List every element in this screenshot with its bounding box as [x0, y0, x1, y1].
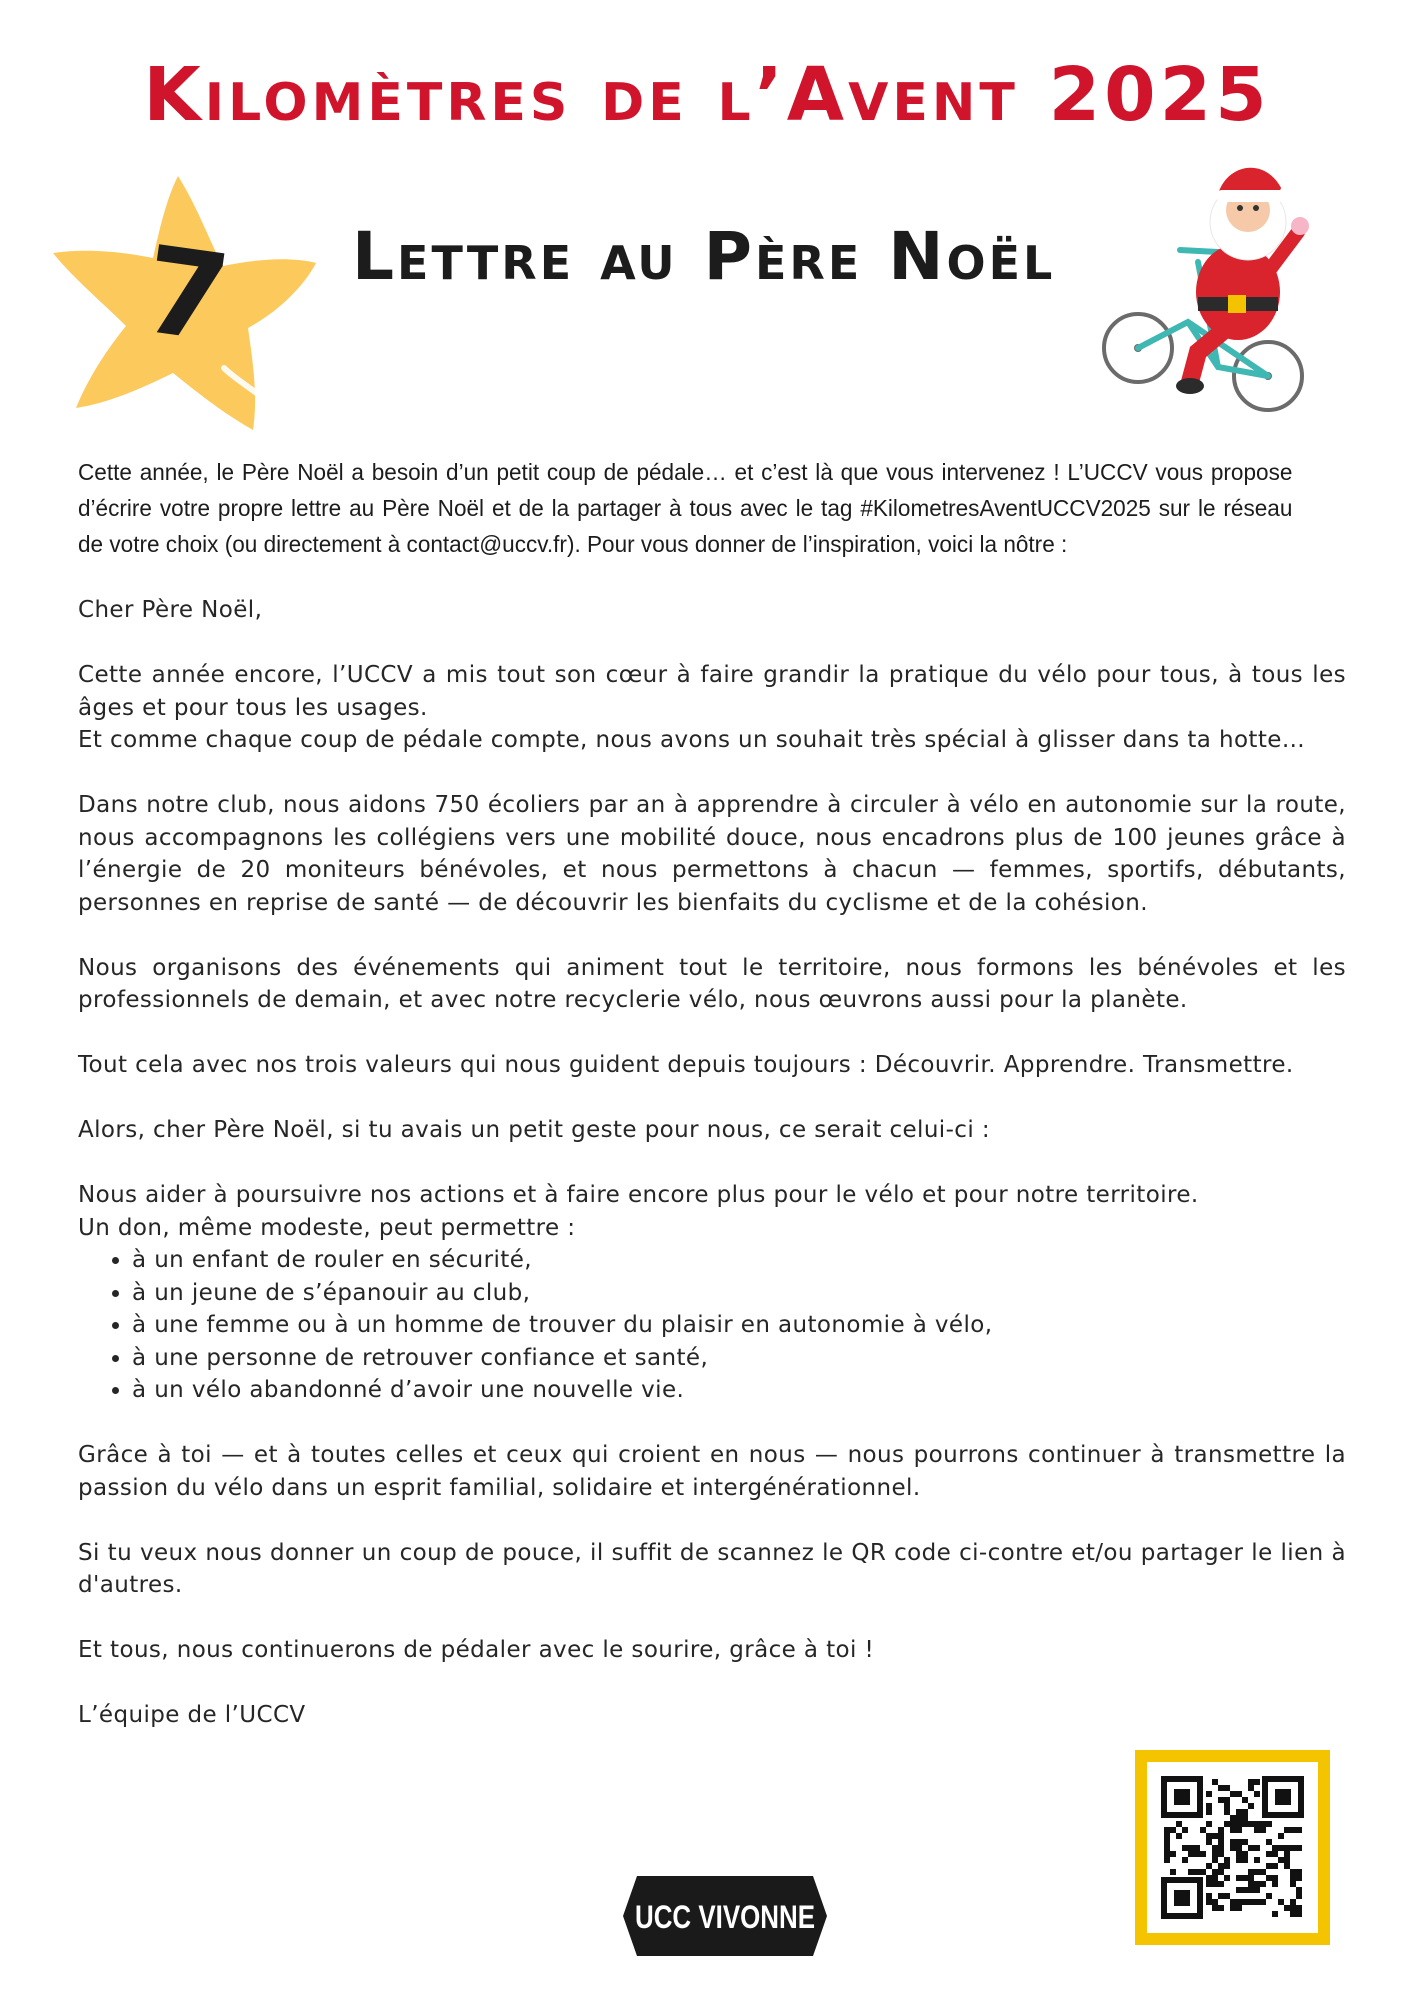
list-item: • à un vélo abandonné d’avoir une nouvelle vie. [132, 1374, 1346, 1407]
list-item: • à une personne de retrouver confiance et santé, [132, 1342, 1346, 1375]
star-badge [48, 168, 324, 434]
list-item: • à un jeune de s’épanouir au club, [132, 1277, 1346, 1310]
santa-on-bike-illustration [1098, 152, 1318, 422]
ucc-vivonne-logo [615, 1866, 835, 1966]
letter-paragraph: Cette année encore, l’UCCV a mis tout son cœur à faire grandir la pratique du vélo pour tous, à tous les âges et pour tous les usages. [78, 662, 1346, 721]
club-logo-icon [615, 1866, 835, 1966]
day-number: 7 [134, 220, 238, 371]
letter-paragraph: Si tu veux nous donner un coup de pouce, il suffit de scannez le QR code ci-contre et/ou partager le lien à d'autres. [78, 1539, 1346, 1598]
logo-text: UCC VIVONNE [635, 1899, 815, 1935]
intro-paragraph: Cette année, le Père Noël a besoin d’un petit coup de pédale… et c’est là que vous intervenez ! L’UCCV vous propose d’écrire votre propre lettre au Père Noël et de la partager à tous avec le tag #KilometresAventUCCV2025 sur le réseau de votre choix (ou directement à contact@uccv.fr). Pour vous donner de l’inspiration, voici la nôtre : [78, 459, 1293, 557]
santa-bike-icon [1098, 152, 1318, 422]
letter-paragraph: Et tous, nous continuerons de pédaler avec le sourire, grâce à toi ! [78, 1637, 875, 1663]
page-subtitle: Lettre au Père Noël [352, 218, 1056, 295]
list-item: • à une femme ou à un homme de trouver du plaisir en autonomie à vélo, [132, 1309, 1346, 1342]
letter-paragraph: Grâce à toi — et à toutes celles et ceux qui croient en nous — nous pourrons continuer à transmettre la passion du vélo dans un esprit familial, solidaire et intergénérationnel. [78, 1442, 1346, 1501]
qr-code-icon [1147, 1762, 1318, 1933]
letter-paragraph: Un don, même modeste, peut permettre : [78, 1214, 576, 1241]
donation-qr-code[interactable] [1135, 1750, 1330, 1945]
page-title: Kilomètres de l’Avent 2025 [143, 52, 1271, 138]
list-item: • à un enfant de rouler en sécurité, [132, 1244, 1346, 1277]
letter-paragraph: Nous aider à poursuivre nos actions et à faire encore plus pour le vélo et pour notre territoire. [78, 1182, 1199, 1208]
letter-paragraph: Tout cela avec nos trois valeurs qui nous guident depuis toujours : Découvrir. Apprendre. Transmettre. [78, 1052, 1294, 1078]
letter-paragraph: Dans notre club, nous aidons 750 écoliers par an à apprendre à circuler à vélo en autonomie sur la route, nous accompagnons les collégiens vers une mobilité douce, nous encadrons plus de 100 jeunes grâce à l’énergie de 20 moniteurs bénévoles, et nous permettons à chacun — femmes, sportifs, débutants, personnes en reprise de santé — de découvrir les bienfaits du cyclisme et de la cohésion. [78, 792, 1346, 916]
donation-benefits-list [78, 1244, 1346, 1407]
letter-paragraph: Nous organisons des événements qui animent tout le territoire, nous formons les bénévoles et les professionnels de demain, et avec notre recyclerie vélo, nous œuvrons aussi pour la planète. [78, 954, 1346, 1013]
letter-paragraph: Alors, cher Père Noël, si tu avais un petit geste pour nous, ce serait celui-ci : [78, 1117, 990, 1143]
letter-greeting: Cher Père Noël, [78, 597, 263, 623]
letter-body [78, 594, 1346, 1764]
letter-signature: L’équipe de l’UCCV [78, 1702, 306, 1728]
letter-paragraph: Et comme chaque coup de pédale compte, nous avons un souhait très spécial à glisser dans ta hotte… [78, 727, 1306, 753]
